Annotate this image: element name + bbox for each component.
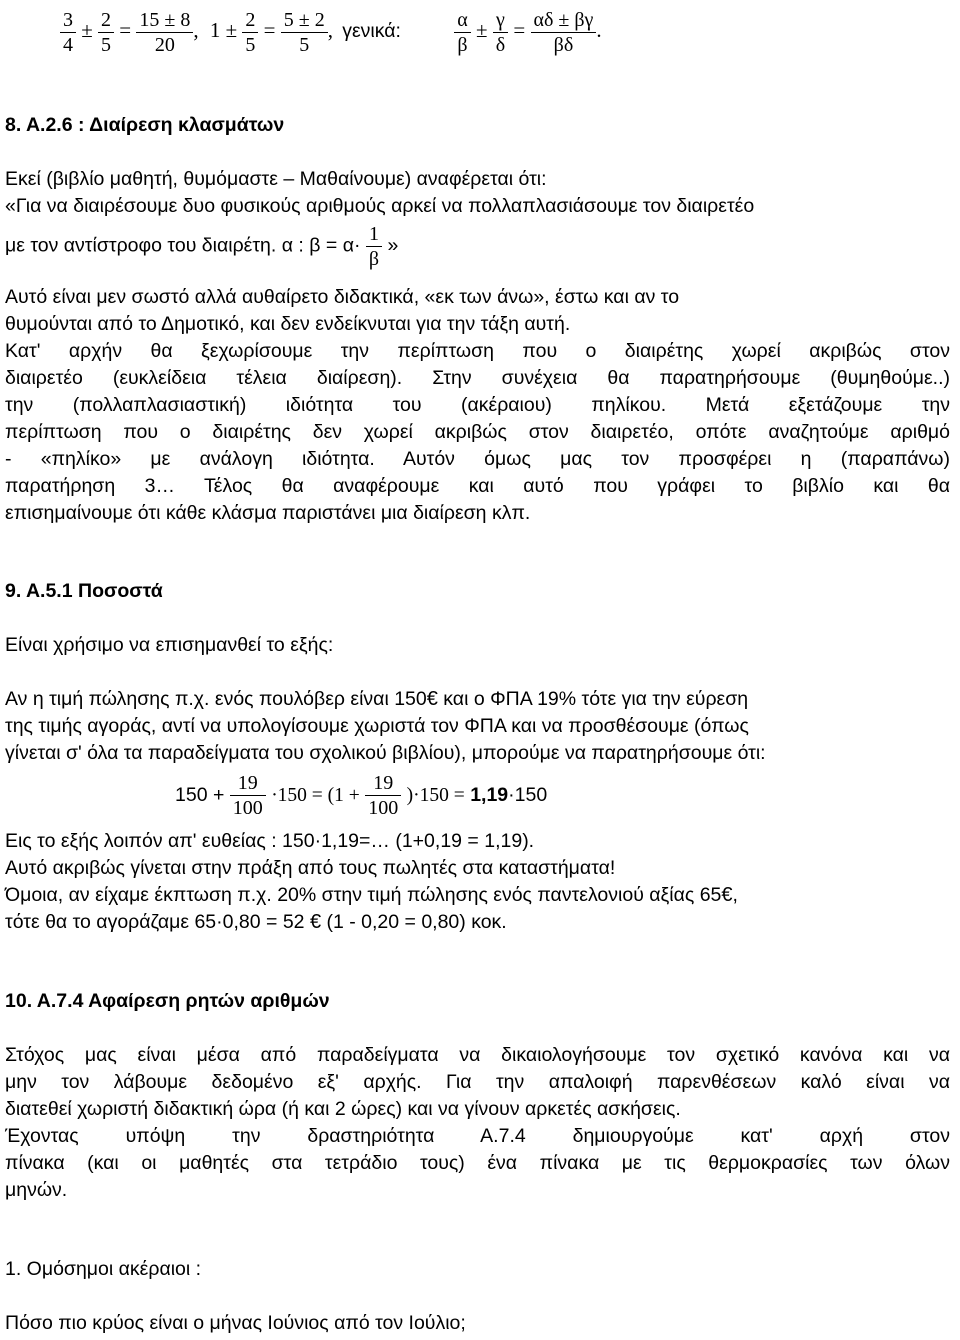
fraction-result-2 xyxy=(281,10,328,55)
equals-sign: = xyxy=(513,18,526,42)
denominator: βδ xyxy=(553,33,574,56)
fraction-result-1 xyxy=(136,10,193,55)
denominator: 4 xyxy=(63,33,73,56)
paragraph-line: Πόσο πιο κρύος είναι ο μήνας Ιούνιος από τον Ιούλιο; xyxy=(5,1312,466,1334)
denominator: 5 xyxy=(101,33,112,56)
euro-icon: € xyxy=(309,911,322,933)
plus-minus-sign: ± xyxy=(81,18,93,42)
fraction-alpha-beta xyxy=(454,10,470,55)
closing-quote: » xyxy=(387,234,399,257)
denominator: δ xyxy=(495,33,506,56)
numerator: 19 xyxy=(230,773,266,796)
rule-text: με τον αντίστροφο του διαιρέτη. α : β = α· xyxy=(5,234,361,257)
fraction-2-5-b xyxy=(242,10,258,55)
paragraph-line: περίπτωση που ο διαιρέτης δεν χωρεί ακριβώς στον διαιρετέο, οπότε αναζητούμε αριθμό xyxy=(5,421,950,443)
paragraph-line xyxy=(5,909,507,935)
paragraph-line: Στόχος μας είναι μέσα από παραδείγματα να δικαιολογήσουμε τον σχετικό κανόνα και να xyxy=(5,1044,950,1066)
division-rule-line xyxy=(5,224,398,269)
equation-term: ·150 = (1 + xyxy=(271,785,360,806)
numerator: 1 xyxy=(366,224,382,247)
denominator: 5 xyxy=(299,33,310,56)
numerator: γ xyxy=(493,10,508,33)
paragraph-line: Είναι χρήσιμο να επισημανθεί το εξής: xyxy=(5,634,334,656)
paragraph-line: - «πηλίκο» με ανάλογη ιδιότητα. Αυτόν όμως μας τον προσφέρει η (παραπάνω) xyxy=(5,448,950,470)
plus-minus-sign: ± xyxy=(475,18,488,42)
euro-icon: € xyxy=(426,688,438,710)
paragraph-line: Εις το εξής λοιπόν απ' ευθείας : 150·1,19=… (1+0,19 = 1,19). xyxy=(5,830,535,852)
fraction-19-100-b xyxy=(365,773,401,818)
numerator: αδ ± βγ xyxy=(531,10,597,33)
text-span: τότε θα το αγοράζαμε 65·0,80 = 52 xyxy=(5,911,305,933)
text-span: , xyxy=(732,884,738,906)
numerator: α xyxy=(454,10,470,33)
comma: , xyxy=(327,18,333,42)
paragraph-line xyxy=(5,686,748,712)
fraction-1-over-beta xyxy=(366,224,382,269)
paragraph-line: διατεθεί χωριστή διδακτική ώρα (ή και 2 ώρες) και να γίνουν αρκετές ασκήσεις. xyxy=(5,1098,681,1120)
equals-sign: = xyxy=(119,18,132,42)
paragraph-line: «Για να διαιρέσουμε δυο φυσικούς αριθμούς αρκεί να πολλαπλασιάσουμε τον διαιρετέο xyxy=(5,195,755,217)
denominator: β xyxy=(457,33,468,56)
text-span: Αν η τιμή πώλησης π.χ. ενός πουλόβερ είναι 150 xyxy=(5,688,427,710)
text-span: και ο ΦΠΑ 19% τότε για την εύρεση xyxy=(437,688,749,710)
numerator: 2 xyxy=(242,10,258,33)
fraction-2-5 xyxy=(98,10,114,55)
paragraph-line: Αυτό ακριβώς γίνεται στην πράξη από τους πωλητές στα καταστήματα! xyxy=(5,857,616,879)
numerator: 15 ± 8 xyxy=(136,10,193,33)
fraction-addition-formula xyxy=(60,4,602,57)
equation-term: 150 + xyxy=(175,784,225,806)
vat-equation xyxy=(175,770,547,821)
paragraph-line: πίνακα (και οι μαθητές στα τετράδιο τους) ένα πίνακα με τις θερμοκρασίες των όλων xyxy=(5,1152,950,1174)
fraction-3-4 xyxy=(60,10,76,55)
paragraph-line: μην τον λάβουμε δεδομένο εξ' αρχής. Για την απαλοιφή παρενθέσεων καλό είναι να xyxy=(5,1071,950,1093)
section-8-heading: 8. Α.2.6 : Διαίρεση κλασμάτων xyxy=(5,114,285,136)
equation-term: )·150 = xyxy=(406,785,465,806)
denominator: β xyxy=(368,248,380,270)
denominator: 20 xyxy=(154,33,175,56)
equals-sign: = xyxy=(263,18,276,42)
denominator: 100 xyxy=(368,797,399,820)
integer-one: 1 ± xyxy=(209,18,238,42)
euro-icon: € xyxy=(721,884,733,906)
paragraph-line: Εκεί (βιβλίο μαθητή, θυμόμαστε – Μαθαίνουμε) αναφέρεται ότι: xyxy=(5,168,547,190)
list-item: 1. Ομόσημοι ακέραιοι : xyxy=(5,1258,202,1280)
numerator: 3 xyxy=(60,10,76,33)
paragraph-line xyxy=(5,882,738,908)
multiplier-value: 1,19 xyxy=(470,784,509,806)
section-9-heading: 9. Α.5.1 Ποσοστά xyxy=(5,580,163,602)
paragraph-line: της τιμής αγοράς, αντί να υπολογίσουμε χωριστά τον ΦΠΑ και να προσθέσουμε (όπως xyxy=(5,715,749,737)
fraction-general-result xyxy=(531,10,597,55)
numerator: 19 xyxy=(365,773,401,796)
paragraph-line: διαιρετέο (ευκλείδεια τέλεια διαίρεση). Στην συνέχεια θα παρατηρήσουμε (θυμηθούμε..) xyxy=(5,367,950,389)
paragraph-line: γίνεται σ' όλα τα παραδείγματα του σχολικού βιβλίου), μπορούμε να παρατηρήσουμε ότι: xyxy=(5,742,766,764)
equation-term: ·150 xyxy=(508,784,548,806)
paragraph-line: επισημαίνουμε ότι κάθε κλάσμα παριστάνει μια διαίρεση κλπ. xyxy=(5,502,531,524)
numerator: 5 ± 2 xyxy=(281,10,328,33)
paragraph-line: Έχοντας υπόψη την δραστηριότητα Α.7.4 δημιουργούμε κατ' αρχή στον xyxy=(5,1125,950,1147)
text-span: Όμοια, αν είχαμε έκπτωση π.χ. 20% στην τιμή πώλησης ενός παντελονιού αξίας 65 xyxy=(5,884,722,906)
comma: , xyxy=(193,18,199,42)
paragraph-line: Αυτό είναι μεν σωστό αλλά αυθαίρετο διδακτικά, «εκ των άνω», έστω και αν το xyxy=(5,286,680,308)
period: . xyxy=(596,18,602,42)
paragraph-line: την (πολλαπλασιαστική) ιδιότητα του (ακέραιου) πηλίκου. Μετά εξετάζουμε την xyxy=(5,394,950,416)
paragraph-line: θυμούνται από το Δημοτικό, και δεν ενδείκνυται για την τάξη αυτή. xyxy=(5,313,571,335)
paragraph-line: Κατ' αρχήν θα ξεχωρίσουμε την περίπτωση που ο διαιρέτης χωρεί ακριβώς στον xyxy=(5,340,950,362)
numerator: 2 xyxy=(98,10,114,33)
paragraph-line: παρατήρηση 3… Τέλος θα αναφέρουμε και αυτό που γράφει το βιβλίο και θα xyxy=(5,475,950,497)
general-label: γενικά: xyxy=(342,20,401,42)
text-span: (1 - 0,20 = 0,80) κοκ. xyxy=(321,911,507,933)
paragraph-line: μηνών. xyxy=(5,1179,68,1201)
denominator: 100 xyxy=(232,797,263,820)
fraction-gamma-delta xyxy=(493,10,508,55)
fraction-19-100 xyxy=(230,773,266,818)
section-10-heading: 10. Α.7.4 Αφαίρεση ρητών αριθμών xyxy=(5,990,330,1012)
denominator: 5 xyxy=(245,33,256,56)
